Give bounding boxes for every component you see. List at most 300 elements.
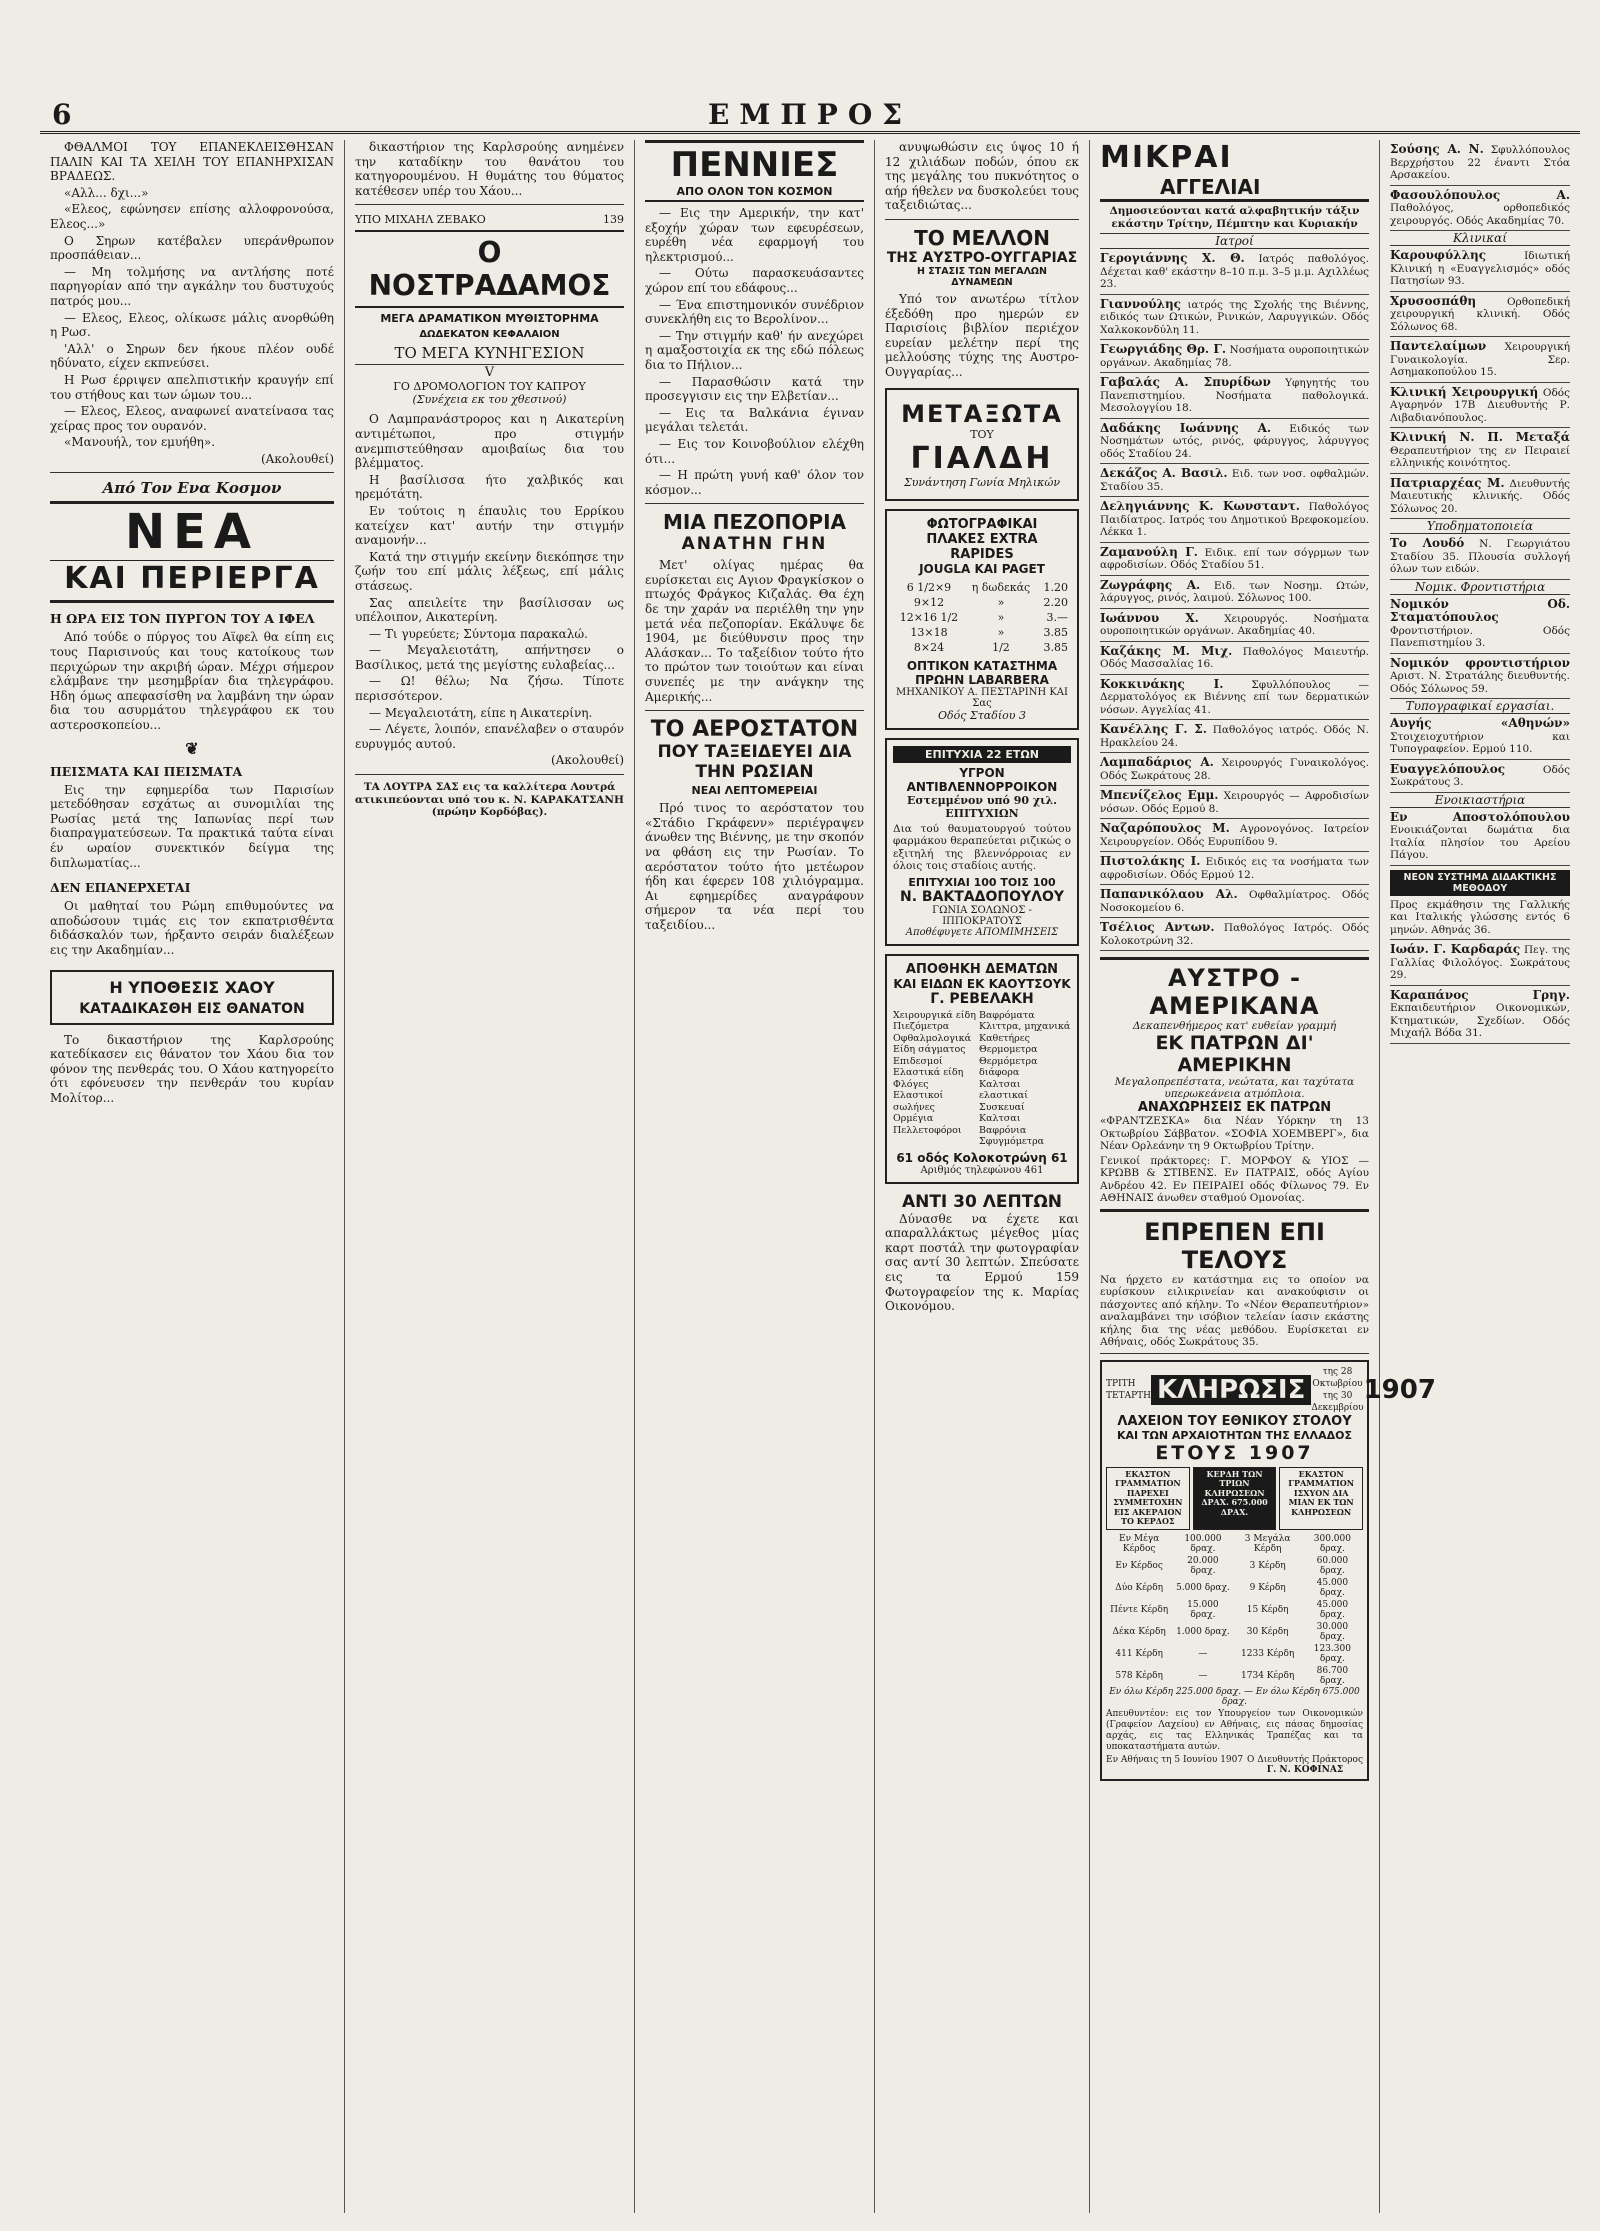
advert-address: 61 οδός Κολοκοτρώνη 61: [896, 1150, 1068, 1165]
list-item: [1100, 720, 1369, 753]
category-header: Ενοικιαστήρια: [1390, 793, 1570, 808]
list-item: Βαφρόνια: [979, 1124, 1027, 1136]
table-row: [1106, 1533, 1363, 1555]
pharmacy-name: Ν. ΒΑΚΤΑΔΟΠΟΥΛΟΥ: [899, 888, 1064, 905]
ad-text: Ιατρός παθολόγος. Δέχεται καθ' εκάστην 8–10 π.μ. 3–5 μ.μ. Αχιλλέως 23.: [1100, 253, 1370, 290]
ad-text: Υφηγητής του Πανεπιστημίου. Νοσήματα παθολογικά. Μεσολογγίου 18.: [1100, 377, 1369, 414]
column-2: [345, 140, 635, 2213]
classifieds-subtitle: ΑΓΓΕΛΙΑΙ: [1100, 175, 1369, 202]
category-header: Ιατροί: [1100, 233, 1369, 249]
ad-name: Πατριαρχέας Μ.: [1390, 475, 1505, 490]
news-paragraph: — Την στιγμήν καθ' ήν ανεχώρει η αμαξοστοιχία εκ της εδώ πόλεως δια το Πήλιον...: [645, 328, 864, 372]
list-item: [1100, 753, 1369, 786]
news-paragraph: Πρό τινος το αερόστατον του «Στάδιο Γκράφενν» περιέγραψεν άνωθεν της Βιέννης, με την σκοπόν να φθάση εις την Ρωσίαν. Το αερόστατον τούτο ήτο μετέωρον ήδη και έφερεν 108 χιλιόγραμμα. Αι εφημερίδες αναγράφουν σήμερον τα νέα περί του ταξειδίου...: [645, 801, 864, 932]
ad-name: Χρυσοσπάθη: [1390, 293, 1477, 308]
advert-title: ΕΠΡΕΠΕΝ ΕΠΙ ΤΕΛΟΥΣ: [1144, 1217, 1325, 1274]
list-item: Θερμόμετρα διάφορα: [979, 1055, 1038, 1079]
advert-line: Συνάντηση Γωνία Μηλικών: [903, 475, 1061, 489]
ad-name: Νομικόν φροντιστήριον: [1390, 655, 1570, 670]
list-item: [1100, 819, 1369, 852]
list-item: [1390, 186, 1570, 232]
list-item: Επιδεσμοί: [893, 1055, 943, 1067]
list-item: Καλτσαι: [979, 1113, 1021, 1125]
advert-text: Να ήρχετο εν κατάστημα εις το οποίον να ευρίσκουν ειλικρινείαν και ανακούφισιν οι πάσχοντες από κήλην. Το «Νέον Θεραπευτήριον» αναλαμβάνει την ισόβιον τελείαν ίασιν εκάστης κήλης δια της νέας μεθόδου. Ευρίσκεται εν Αθήναις, οδός Σωκράτους 35.: [1100, 1274, 1369, 1354]
list-item: Είδη σάγματος: [893, 1044, 966, 1056]
ad-name: Γιαννούλης: [1100, 296, 1181, 311]
advert-kicker: Δεκαπενθήμερος κατ' ευθείαν γραμμή: [1132, 1020, 1337, 1032]
column-4: [875, 140, 1090, 2213]
lottery-box: ΕΚΑΣΤΟΝ ΓΡΑΜΜΑΤΙΟΝ ΙΣΧΥΟΝ ΔΙΑ ΜΙΑΝ ΕΚ ΤΩΝ ΚΛΗΡΩΣΕΩΝ: [1279, 1467, 1363, 1530]
table-cell: —: [1198, 1648, 1208, 1659]
ad-name: Παντελαίμων: [1390, 339, 1487, 353]
ad-text: Σφυλλόπουλος Βερχρήστου 22 έναντι Στόα Αρσακείου.: [1390, 144, 1570, 181]
ad-text: Οδός Αγαρηνόν 17Β Διευθυντής Ρ. Λιβαδιανόπουλος.: [1390, 386, 1570, 424]
list-item: Ορμέγια: [893, 1113, 934, 1125]
ad-name: Κοκκινάκης Ι.: [1100, 676, 1224, 691]
page-number: 6: [52, 98, 72, 131]
ad-text: ιατρός της Σχολής της Βιέννης, ειδικός των Ωτικών, Ρινικών, Λαρυγγικών. Οδός Χαλκοκονδύλη 11.: [1100, 298, 1369, 336]
news-paragraph: — Ένα επιστημονικόν συνέδριον συνεκλήθη εις το Βερολίνον...: [645, 297, 864, 327]
intro-paragraph: δικαστήριον της Καρλσρούης ανημένεν την καταδίκην του θανάτου του κατηγορουμένου. Η θυμάτης του θύματος κατέθεσεν υπέρ του Χάου...: [355, 140, 624, 198]
list-item: Πελλετοφόροι: [893, 1124, 962, 1136]
list-item: Χειρουργικά είδη: [893, 1009, 976, 1021]
advert-subtitle: Εστεμμένον υπό 90 χιλ. ΕΠΙΤΥΧΙΩΝ: [907, 793, 1057, 820]
advert-subtitle: ΠΛΑΚΕΣ EXTRA RAPIDES: [926, 531, 1038, 562]
classifieds-note: Δημοσιεύονται κατά αλφαβητικήν τάξιν εκάστην Τρίτην, Πέμπτην και Κυριακήν: [1109, 205, 1360, 230]
table-cell: 9 Κέρδη: [1249, 1582, 1286, 1593]
story-line: ΦΘΑΛΜΟΙ ΤΟΥ ΕΠΑΝΕΚΛΕΙΣΘΗΣΑΝ ΠΑΛΙΝ ΚΑΙ ΤΑ ΧΕΙΛΗ ΤΟΥ ΕΠΑΝΗΡΧΙΣΑΝ ΒΡΑΔΕΩΣ.: [50, 140, 334, 184]
category-header: Κλινικαί: [1390, 231, 1570, 246]
ad-name: Παπανικόλαου Αλ.: [1100, 887, 1238, 901]
table-cell: 60.000 δραχ.: [1316, 1555, 1349, 1576]
serial-paragraph: — Μεγαλειοτάτη, είπε η Αικατερίνη.: [369, 705, 593, 720]
table-cell: 3.85: [1043, 640, 1068, 654]
story-continuation: [50, 140, 334, 466]
list-item: [1390, 140, 1570, 186]
item-text: [50, 1033, 334, 1106]
list-item: [1100, 497, 1369, 543]
list-item: [1390, 654, 1570, 700]
list-item: [1390, 940, 1570, 986]
newspaper-title: ΕΜΠΡΟΣ: [707, 98, 913, 131]
list-item: [1100, 340, 1369, 373]
table-cell: Δύο Κέρδη: [1115, 1582, 1164, 1593]
list-item: [1100, 609, 1369, 642]
table-cell: 123.300 δραχ.: [1313, 1643, 1351, 1664]
list-item: [1390, 383, 1570, 429]
list-item: Πιεζόμετρα: [893, 1021, 950, 1033]
serial-author: ΥΠΟ ΜΙΧΑΗΛ ΖΕΒΑΚΟ: [355, 213, 486, 227]
list-item: [1100, 885, 1369, 918]
list-item: Ελαστικοί σωλήνες: [893, 1090, 944, 1113]
section-header: Από Τον Ενα Κοσμον: [102, 479, 282, 498]
ad-name: Γερογιάννης Χ. Θ.: [1100, 251, 1245, 265]
ad-name: Ζαμανούλη Γ.: [1100, 544, 1198, 559]
classified-list: [1100, 249, 1369, 951]
departures-header: ΑΝΑΧΩΡΗΣΕΙΣ ΕΚ ΠΑΤΡΩΝ: [1137, 1100, 1332, 1115]
lottery-word: ΚΛΗΡΩΣΙΣ: [1151, 1375, 1311, 1405]
advert-title: ΑΠΟΘΗΚΗ ΔΕΜΑΤΩΝ: [905, 961, 1059, 977]
story-line: «Αλλ... δχι...»: [64, 185, 149, 200]
advert-owner: Γ. ΡΕΒΕΛΑΚΗ: [930, 990, 1034, 1007]
lottery-signature-row: [1106, 1755, 1363, 1775]
ad-text: Αγρονογόνος. Ιατρείον Χειρουργείον. Οδός Ευρυπίδου 9.: [1100, 823, 1369, 848]
section-subtitle: ΑΠΟ ΟΛΟΝ ΤΟΝ ΚΟΣΜΟΝ: [645, 185, 864, 202]
section-title: ΜΙΑ ΠΕΖΟΠΟΡΙΑ: [662, 510, 846, 535]
ad-name: Εν Αποστολόπουλου: [1390, 809, 1570, 824]
ad-name: Σούσης Α. Ν.: [1390, 142, 1484, 156]
list-item: Ελαστικά είδη: [893, 1067, 964, 1079]
divider: [50, 472, 334, 473]
list-item: [1390, 595, 1570, 654]
ad-name: Φασουλόπουλος Α.: [1390, 187, 1570, 202]
story-line: — Ελεος, Ελεος, αναφωνεί ανατείνασα τας χείρας προς τον ουρανόν.: [50, 404, 334, 433]
advert-paragraph: Δύνασθε να έχετε και απαραλλάκτως μέγεθος μίας καρτ ποστάλ την φωτογραφίαν σας αντί 30 λεπτών. Σπεύσατε εις τα Ερμού 159 Φωτογραφείον της κ. Μαρίας Οικονόμου.: [885, 1211, 1079, 1314]
table-cell: 3.85: [1043, 625, 1068, 639]
section-kicker: ΝΕΑΙ ΛΕΠΤΟΜΕΡΕΙΑΙ: [691, 784, 818, 798]
shop-address: Οδός Σταδίου 3: [938, 708, 1026, 722]
news-paragraph: Μετ' ολίγας ημέρας θα ευρίσκεται εις Αγιον Φραγκίσκον ο πτωχός Φράγκος Κιζαλάς. Θα έχη δε την χαράν να περιέλθη την γην μετά νέα πεζοπορίαν. Εκάλυψε δε 1904, με διεύθυνσιν προς την Αλάσκαν... Το ταξείδιον τούτο ήτο το πρώτον των τοιούτων και είναι συνεπές με την ανάγκην της Αμερικής...: [645, 558, 864, 704]
advert-title: ΑΥΣΤΡΟ - ΑΜΕΡΙΚΑΝΑ: [1149, 964, 1320, 1020]
advert-line: ΜΕΤΑΞΩΤΑ: [901, 399, 1063, 428]
nea-subtitle: ΚΑΙ ΠΕΡΙΕΡΓΑ: [50, 561, 334, 603]
lottery-line: ΕΤΟΥΣ 1907: [1155, 1441, 1314, 1464]
chapter-title: ΤΟ ΜΕΓΑ ΚΥΝΗΓΕΣΙΟΝ: [355, 344, 624, 365]
ad-name: Κλινική Χειρουργική: [1390, 384, 1539, 399]
item-title: ΠΕΙΣΜΑΤΑ ΚΑΙ ΠΕΙΣΜΑΤΑ: [50, 763, 243, 779]
chapter-number: V: [484, 365, 495, 381]
method-advert-title: ΝΕΟΝ ΣΥΣΤΗΜΑ ΔΙΔΑΚΤΙΚΗΣ ΜΕΘΟΔΟΥ: [1390, 870, 1570, 896]
table-cell: 13×18: [910, 625, 948, 639]
serial-byline: [355, 213, 624, 226]
list-item: [1100, 786, 1369, 819]
list-item: [1390, 292, 1570, 338]
table-cell: Εν Μέγα Κέρδος: [1119, 1533, 1160, 1554]
method-advert-text: Προς εκμάθησιν της Γαλλικής και Ιταλικής γλώσσης εντός 6 μηνών. Αθηνάς 36.: [1390, 896, 1570, 941]
ad-text: Ειδ. των Νοσημ. Ωτών, λάρυγγος, ρινός, λαιμού. Σόλωνος 100.: [1100, 579, 1369, 604]
story-line: (Ακολουθεί): [260, 451, 334, 466]
serial-paragraph: (Ακολουθεί): [550, 753, 624, 768]
table-cell: »: [997, 625, 1005, 639]
table-row: [1106, 1643, 1363, 1665]
lottery-footer: Απευθυντέον: εις τον Υπουργείον των Οικονομικών (Γραφείον Λαχείου) εν Αθήναις, εις πάσας δημοσίας αρχάς, εις τας Ελληνικάς Τραπέζας και τα υποκαταστήματα αυτών.: [1106, 1708, 1363, 1752]
table-row: [893, 640, 1071, 655]
ad-text: Χειρουργική Γυναικολογία. Σερ. Ασημακοπούλου 15.: [1390, 341, 1570, 378]
chapter-label: ΔΩΔΕΚΑΤΟΝ ΚΕΦΑΛΑΙΟΝ: [419, 329, 560, 341]
divider: [355, 204, 624, 205]
ad-text: Ν. Γεωργιάτου Σταδίου 35. Πλουσία συλλογή όλων των ειδών.: [1390, 538, 1570, 575]
lottery-advert: [1100, 1360, 1436, 1781]
table-cell: 1.20: [1043, 580, 1068, 594]
story-line: — Ελεος, Ελεος, ολίκωσε μάλις ανορθώθη η Ρωσ.: [50, 310, 334, 340]
table-cell: 411 Κέρδη: [1115, 1648, 1163, 1659]
serial-text: [355, 412, 624, 768]
lottery-boxes: [1106, 1467, 1363, 1530]
medicine-advert: [885, 738, 1079, 946]
agents-text: Γενικοί πράκτορες: Γ. ΜΟΡΦΟΥ & ΥΙΟΣ — ΚΡΩΒΒ & ΣΤΙΒΕΝΣ. Εν ΠΑΤΡΑΙΣ, οδός Αγίου Ανδρέου 42. Εν ΠΕΙΡΑΙΕΙ οδός Φίλωνος 79. Εν ΑΘΗΝΑΙΣ άνωθεν σταθμού Ομονοίας.: [1100, 1154, 1369, 1204]
column-1: [40, 140, 345, 2213]
item-text: [50, 899, 334, 957]
table-row: [1106, 1621, 1363, 1643]
serial-title: Ο ΝΟΣΤΡΑΔΑΜΟΣ: [355, 230, 624, 308]
ad-name: Ζωγράφης Α.: [1100, 577, 1201, 592]
news-text: [645, 206, 864, 497]
table-cell: 3 Μεγάλα Κέρδη: [1244, 1533, 1291, 1554]
list-item: [1390, 986, 1570, 1044]
lottery-date: της 30 Δεκεμβρίου: [1311, 1390, 1364, 1413]
serial-paragraph: — Λέγετε, λοιπόν, επανέλαβεν ο σταυρόν ευρυγμός αυτού.: [355, 722, 624, 751]
ad-text: Εκπαιδευτήριον Οικονομικών, Κτηματικών, Σχεδίων. Οδός Μιχαήλ Βόδα 31.: [1390, 1002, 1570, 1039]
ad-text: Ειδ. των νοσ. οφθαλμών. Σταδίου 35.: [1100, 468, 1370, 493]
ad-name: Νομικόν Οδ. Σταματόπουλος: [1390, 596, 1570, 624]
column-3: [635, 140, 875, 2213]
ad-text: Σφυλλόπουλος — Δερματολόγος εκ Βιέννης επί των δερματικών νόσων. Αγγελίας 41.: [1100, 678, 1369, 716]
item-paragraph: Οι μαθηταί του Ρώμη επιθυμούντες να αποδώσουν τιμάς εις τον εκπατρισθέντα διδάσκαλόν των, ήρξαντο σειράν διαλέξεων εις την Ακαδημίαν...: [50, 899, 334, 957]
footer-notice: ΤΑ ΛΟΥΤΡΑ ΣΑΣ εις τα καλλίτερα Λουτρά ατικιπεύονται υπό του κ. Ν. ΚΑΡΑΚΑΤΣΑΝΗ (πρώην Κορδόβας).: [355, 781, 624, 819]
table-cell: 30.000 δραχ.: [1316, 1621, 1349, 1642]
list-item: [1390, 534, 1570, 580]
table-cell: 9×12: [913, 595, 945, 609]
ad-name: Το Λουδό: [1390, 536, 1465, 550]
lottery-line: ΛΑΧΕΙΟΝ ΤΟΥ ΕΘΝΙΚΟΥ ΣΤΟΛΟΥ: [1117, 1413, 1352, 1429]
lottery-signer: Γ. Ν. ΚΟΦΙΝΑΣ: [1266, 1764, 1344, 1775]
serial-number: 139: [603, 213, 624, 227]
story-line: 'Αλλ' ο Σηρων δεν ήκουε πλέον ουδέ ηδύνατο, είχεν εκπνεύσει.: [50, 341, 334, 371]
news-text: [645, 801, 864, 932]
list-item: Καθετήρες: [979, 1032, 1030, 1044]
ad-text: Ειδικ. επί των σόγρμων των αφροδισίων. Οδός Σταδίου 51.: [1100, 546, 1369, 571]
item-subtitle: ΚΑΤΑΔΙΚΑΣΘΗ ΕΙΣ ΘΑΝΑΤΟΝ: [79, 1000, 305, 1017]
item-paragraph: Το δικαστήριον της Καρλσρούης κατεδίκασεν εις θάνατον τον Χάου δια τον φόνον της πενθεράς του. Ο Χάου κατηγορείτο ότι εφόνευσεν την πενθεράν του κυρίαν Μολίτορ...: [50, 1032, 334, 1105]
advert-title: ΥΓΡΟΝ ΑΝΤΙΒΛΕΝΝΟΡΡΟΙΚΟΝ: [906, 765, 1058, 794]
divider: [885, 219, 1079, 220]
item-title: Η ΩΡΑ ΕΙΣ ΤΟΝ ΠΥΡΓΟΝ ΤΟΥ Α ΙΦΕΛ: [50, 611, 315, 627]
advert-title: ΦΩΤΟΓΡΑΦΙΚΑΙ: [926, 516, 1038, 532]
goods-list-right: [979, 1010, 1071, 1148]
ad-text: Παθολόγος, ορθοπεδικός χειρουργός. Οδός Ακαδημίας 70.: [1390, 202, 1570, 227]
advert-note: Μεγαλοπρεπέστατα, νεώτατα, και ταχύτατα υπερωκεάνεια ατμόπλοια.: [1114, 1076, 1355, 1100]
ad-text: Παθολόγος Ιατρός. Οδός Κολοκοτρώνη 32.: [1100, 922, 1369, 947]
table-row: [1106, 1599, 1363, 1621]
ad-text: Διευθυντής Μαιευτικής κλινικής. Οδός Σόλωνος 20.: [1390, 477, 1571, 515]
ad-text: Ειδικός των Νοσημάτων ωτός, ρινός, φάρυγγος, λάρυγγος οδός Σταδίου 24.: [1100, 422, 1370, 460]
ad-text: Θεραπευτήριον της εν Πειραιεί ελληνικής κοινότητος.: [1390, 444, 1570, 469]
column-6: [1380, 140, 1580, 2213]
shop-name: ΠΡΩΗΝ LABARBERA: [915, 672, 1049, 687]
table-cell: 300.000 δραχ.: [1313, 1533, 1351, 1554]
advert-subtitle: ΕΚ ΠΑΤΡΩΝ ΔΙ' ΑΜΕΡΙΚΗΝ: [1155, 1032, 1314, 1076]
table-cell: 45.000 δραχ.: [1316, 1577, 1349, 1598]
list-item: Σφυγμόμετρα: [979, 1136, 1045, 1148]
list-item: [1100, 373, 1369, 419]
list-item: [1100, 543, 1369, 576]
table-cell: 100.000 δραχ.: [1184, 1533, 1222, 1554]
lottery-day: ΤΕΤΑΡΤΗ: [1106, 1390, 1151, 1401]
list-item: [1390, 760, 1570, 793]
list-item: [1100, 295, 1369, 341]
serial-paragraph: — Μεγαλειοτάτη, απήντησεν ο Βασίλικος, μετά της μεγίστης ευλαβείας...: [355, 643, 624, 672]
item-title: Η ΥΠΟΘΕΣΙΣ ΧΑΟΥ: [109, 977, 275, 997]
lottery-date-place: Εν Αθήναις τη 5 Ιουνίου 1907: [1106, 1754, 1244, 1765]
ad-name: Ιωάν. Γ. Καρδαράς: [1390, 942, 1521, 956]
ad-name: Αυγής «Αθηνών»: [1390, 716, 1570, 730]
table-cell: 1.000 δραχ.: [1176, 1626, 1230, 1637]
ad-name: Μπενίζελος Εμμ.: [1100, 788, 1219, 802]
news-paragraph: — Ούτω παρασκευάσαντες χώρον επί του εδάφους...: [645, 266, 864, 295]
story-line: Ο Σηρων κατέβαλεν υπεράνθρωπον προσπάθειαν...: [50, 233, 334, 263]
list-item: [1390, 714, 1570, 760]
ad-name: Ευαγγελόπουλος: [1390, 761, 1506, 776]
list-item: [1100, 852, 1369, 885]
ad-text: Νοσήματα ουροποιητικών οργάνων. Ακαδημίας 78.: [1100, 344, 1369, 369]
list-item: Θερμομετρα: [979, 1044, 1038, 1056]
advert-line: ΤΟΥ: [970, 427, 994, 441]
ad-name: Καραπάνος Γρηγ.: [1390, 987, 1570, 1002]
advert-claim: ΕΠΙΤΥΧΙΑΙ 100 ΤΟΙΣ 100: [908, 875, 1056, 889]
ad-text: Παθολόγος Παιδίατρος. Ιατρός του Δημοτικού Βρεφοκομείου. Λέκκα 1.: [1100, 501, 1369, 538]
item-title: ΔΕΝ ΕΠΑΝΕΡΧΕΤΑΙ: [50, 880, 191, 896]
section-kicker: Η ΣΤΑΣΙΣ ΤΩΝ ΜΕΓΑΛΩΝ ΔΥΝΑΜΕΩΝ: [917, 265, 1047, 288]
table-row: [893, 580, 1071, 595]
serial-paragraph: Κατά την στιγμήν εκείνην διεκόπησε την ζωήν του επί μάλις λέξεως, επί μάλις στάσεως.: [355, 549, 624, 593]
ad-name: Τσέλιος Αντων.: [1100, 920, 1215, 934]
silk-advert: [885, 388, 1079, 501]
lottery-signer-title: Ο Διευθυντής Πράκτορος: [1246, 1754, 1363, 1765]
news-paragraph: — Παρασθώσιν κατά την προσεγγισιν εις την Ελβετίαν...: [645, 374, 864, 404]
serial-paragraph: Ο Λαμπρανάστρορος και η Αικατερίνη αντιμέτωποι, προ στιγμήν ανεμπιστεύθησαν αμοιβαίως δια του βλέμματος.: [355, 412, 624, 471]
serial-paragraph: Η βασίλισσα ήτο χαλβικός και ηρεμότάτη.: [355, 472, 624, 502]
lottery-dates: [1311, 1366, 1363, 1414]
table-row: [893, 595, 1071, 610]
rubber-goods-advert: [885, 954, 1079, 1184]
prize-table: [1106, 1533, 1363, 1687]
news-text: [885, 292, 1079, 380]
news-text: [645, 558, 864, 704]
table-row: [1106, 1665, 1363, 1687]
shipping-advert: [1100, 957, 1369, 1212]
advert-kicker: ΕΠΙΤΥΧΙΑ 22 ΕΤΩΝ: [893, 746, 1071, 763]
table-cell: —: [1198, 1670, 1208, 1681]
ad-name: Καρουφύλλης: [1390, 248, 1487, 262]
ad-text: Πεγ. της Γαλλίας Φιλολόγος. Σωκράτους 29.: [1390, 944, 1570, 981]
photo-plates-advert: [885, 509, 1079, 730]
ad-name: Δεκάζος Α. Βασιλ.: [1100, 466, 1228, 480]
item-paragraph: Από τούδε ο πύργος του Αϊφελ θα είπη εις τους Παρισινούς και τους κατοίκους των περιχώρων την ακριβή ώραν. Μέχρι σήμερον ελάμβανε την μεσημβρίαν δια τηλεγράφου. Ηδη όμως απεφασίσθη να λαμβάνη την ώραν δια του ασυρμάτου τηλεγράφου εκ του αστεροσκοπείου...: [50, 630, 334, 733]
ad-name: Λαμπαδάριος Α.: [1100, 755, 1214, 769]
nea-title: ΝΕΑ: [50, 501, 334, 561]
category-header: Νομικ. Φροντιστήρια: [1390, 580, 1570, 595]
list-item: [1100, 642, 1369, 675]
news-paragraph: Υπό τον ανωτέρω τίτλον έξεδόθη προ ημερών εν Παρισίοις βιβλίον περιέχον ευρείαν μελέτην περί της μελλούσης τύχης της Αυστρο-Ουγγαρίας...: [885, 291, 1079, 379]
part-note: (Συνέχεια εκ του χθεσινού): [412, 393, 567, 407]
lottery-day: ΤΡΙΤΗ: [1106, 1378, 1136, 1389]
table-row: [893, 625, 1071, 640]
section-subtitle: ΤΗΣ ΑΥΣΤΡΟ-ΟΥΓΓΑΡΙΑΣ: [886, 249, 1078, 266]
story-line: — Μη τολμήσης να αντλήσης ποτέ παρηγορίαν από την αγκάλην του δυστυχούς πατρός μου...: [50, 264, 334, 308]
table-cell: Εν Κέρδος: [1115, 1560, 1163, 1571]
lottery-header: [1106, 1366, 1436, 1414]
table-cell: 8×24: [913, 640, 945, 654]
category-header: Υποδηματοποιεία: [1390, 519, 1570, 534]
news-paragraph: — Εις τα Βαλκάνια έγιναν μεγάλαι τελετάι.: [645, 405, 864, 435]
advert-title: ΑΝΤΙ 30 ΛΕΠΤΩΝ: [901, 1191, 1063, 1212]
list-item: Βαφρόματα: [979, 1009, 1035, 1021]
list-item: [1100, 675, 1369, 721]
shop-label: ΟΠΤΙΚΟΝ ΚΑΤΑΣΤΗΜΑ: [906, 658, 1058, 673]
item-text: [50, 630, 334, 732]
list-item: [1100, 249, 1369, 295]
lead-text: [885, 140, 1079, 213]
masthead: [40, 98, 1580, 134]
pharmacy-address: ΓΩΝΙΑ ΣΟΛΩΝΟΣ - ΙΠΠΟΚΡΑΤΟΥΣ: [932, 904, 1032, 927]
ad-text: Στοιχειοχυτήριον και Τυπογραφείον. Ερμού 110.: [1390, 730, 1570, 755]
story-line: «Ελεος, εφώνησεν επίσης αλλοφρονούσα, Ελεος...»: [50, 202, 334, 231]
ad-text: Οφθαλμίατρος. Οδός Νοσοκομείου 6.: [1100, 889, 1369, 914]
ad-text: Ενοικιάζονται δωμάτια δια Ιταλία πλησίον του Αρείου Πάγου.: [1390, 824, 1570, 861]
table-cell: 15 Κέρδη: [1246, 1604, 1289, 1615]
item-headline-box: [50, 970, 334, 1025]
ad-text: Οδός Σωκράτους 3.: [1390, 763, 1570, 788]
ad-text: Παθολόγος Μαιευτήρ. Οδός Μασσαλίας 16.: [1100, 645, 1369, 670]
ad-name: Ναζαρόπουλος Μ.: [1100, 821, 1230, 835]
table-cell: 30 Κέρδη: [1246, 1626, 1289, 1637]
advert-brand: JOUGLA KAI PAGET: [919, 561, 1045, 576]
news-paragraph: — Η πρώτη γυνή καθ' όλον τον κόσμον...: [645, 468, 864, 497]
ad-name: Γεωργιάδης Θρ. Γ.: [1100, 342, 1227, 356]
section-subtitle: ΠΟΥ ΤΑΞΕΙΔΕΥΕΙ ΔΙΑ ΤΗΝ ΡΩΣΙΑΝ: [657, 742, 852, 783]
table-cell: 5.000 δραχ.: [1176, 1582, 1230, 1593]
intro-text: [355, 140, 624, 198]
ad-text: Αριστ. Ν. Στρατάλης διευθυντής. Οδός Σόλωνος 59.: [1390, 670, 1570, 695]
list-item: [1100, 918, 1369, 951]
serial-paragraph: — Ω! θέλω; Να ζήσω. Τίποτε περισσότερον.: [355, 674, 624, 704]
list-item: [1100, 464, 1369, 497]
table-cell: Δέκα Κέρδη: [1112, 1626, 1166, 1637]
ship-list: «ΦΡΑΝΤΖΕΣΚΑ» δια Νέαν Υόρκην τη 13 Οκτωβρίου Σάββατον. «ΣΟΦΙΑ ΧΟΕΜΒΕΡΓ», δια Νέαν Ορλεάνην τη 9 Οκτωβρίου Τρίτην.: [1100, 1115, 1369, 1152]
advert-phone: Αριθμός τηλεφώνου 461: [920, 1164, 1044, 1176]
ad-name: Γαβαλάς Α. Σπυρίδων: [1100, 375, 1271, 389]
advert-text: [885, 1212, 1079, 1314]
serial-paragraph: — Τι γυρεύετε; Σύντομα παρακαλώ.: [369, 626, 588, 641]
list-item: Κλιττρα, μηχανικά: [979, 1021, 1071, 1033]
advert-line: ΓΙΑΛΔΗ: [910, 440, 1054, 476]
serial-paragraph: Εν τούτοις η έπαυλις του Ερρίκου κατείχεν κατ' αυτήν την στιγμήν αναμονήν...: [355, 503, 624, 548]
ornament-icon: ❦: [185, 738, 199, 758]
classifieds-title: ΜΙΚΡΑΙ: [1100, 140, 1233, 175]
ad-name: Καζάκης Μ. Μιχ.: [1100, 643, 1233, 658]
ad-text: Ιδιωτική Κλινική η «Ευαγγελισμός» οδός Πατησίων 93.: [1390, 250, 1570, 287]
table-cell: 578 Κέρδη: [1115, 1670, 1163, 1681]
table-cell: 2.20: [1043, 595, 1068, 609]
lottery-days: [1106, 1378, 1151, 1402]
table-cell: »: [997, 610, 1005, 624]
story-line: Η Ρωσ έρριψεν απελπιστικήν κραυγήν επί του στήθους και των ώμων του...: [50, 372, 334, 402]
section-subtitle: ΑΝΑΤΗΝ ΓΗΝ: [681, 534, 828, 555]
ad-name: Ιωάννου Χ.: [1100, 610, 1199, 625]
category-header: Τυπογραφικαί εργασίαι.: [1390, 699, 1570, 714]
table-cell: 6 1/2×9: [906, 580, 952, 594]
divider: [645, 710, 864, 711]
table-cell: 1734 Κέρδη: [1241, 1670, 1295, 1681]
ad-text: Χειρουργός. Νοσήματα ουροποιητικών οργάνων. Ακαδημίας 40.: [1100, 612, 1369, 637]
table-cell: 1233 Κέρδη: [1241, 1648, 1295, 1659]
lottery-year: 1907: [1363, 1374, 1436, 1405]
story-line: «Μανουήλ, τον εμυήθη».: [64, 435, 216, 450]
table-cell: 15.000 δραχ.: [1187, 1599, 1219, 1620]
list-item: Οφθαλμολογικά: [893, 1032, 971, 1044]
part-title: ΓΟ ΔΡΟΜΟΛΟΓΙΟΝ ΤΟΥ ΚΑΠΡΟΥ: [393, 380, 586, 394]
ad-text: Χειρουργός — Αφροδισίων νόσων. Οδός Ερμού 8.: [1100, 790, 1369, 815]
